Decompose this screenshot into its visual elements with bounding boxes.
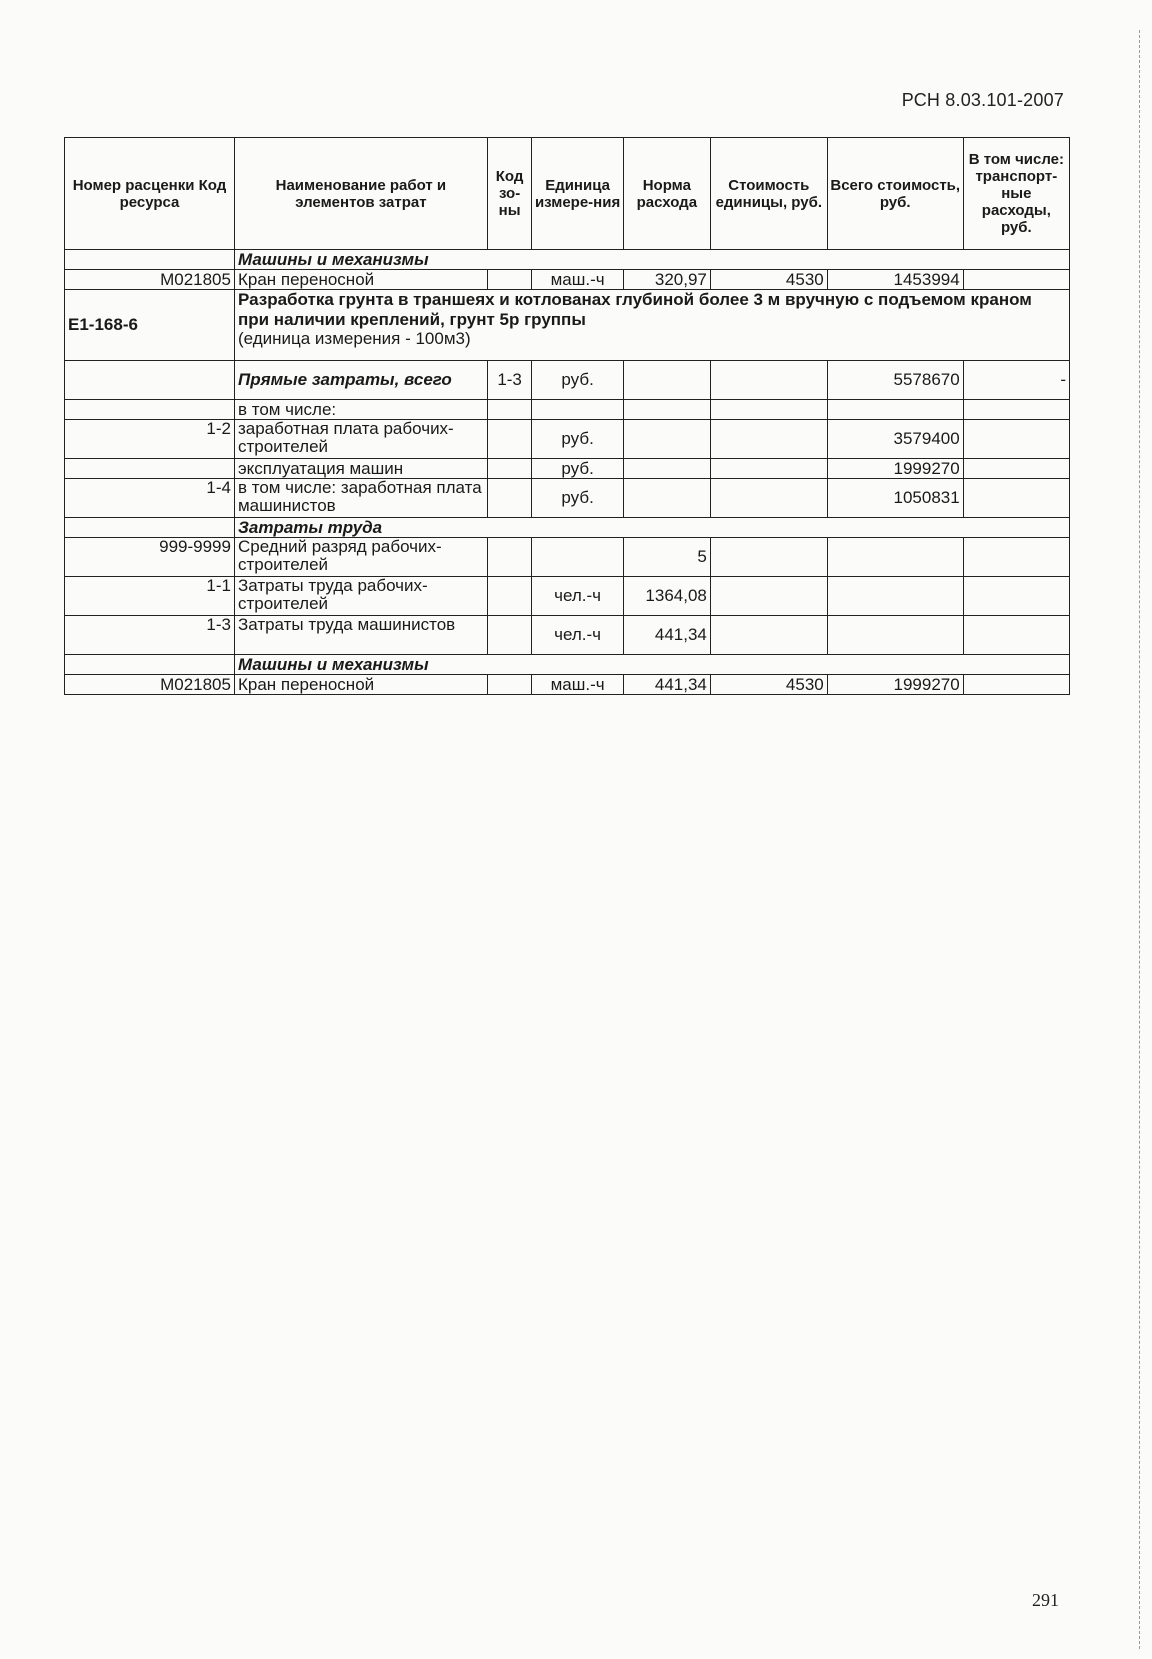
cost-name: эксплуатация машин — [234, 459, 487, 479]
resource-total: 1999270 — [827, 675, 963, 695]
direct-costs-total: 5578670 — [827, 361, 963, 400]
section-row — [65, 518, 1070, 538]
table-row — [65, 616, 1070, 655]
page-number: 291 — [1032, 1590, 1059, 1610]
cost-code: 1-2 — [65, 420, 235, 459]
rate-code: Е1-168-6 — [65, 290, 235, 361]
column-header-code: Номер расценки Код ресурса — [65, 138, 235, 250]
rate-title: Разработка грунта в траншеях и котлованах глубиной более 3 м вручную с подъемом краном при наличии креплений, грунт 5р группы — [237, 290, 1032, 329]
labor-name: Средний разряд рабочих-строителей — [234, 538, 487, 577]
column-header-transport: В том числе: транспорт-ные расходы, руб. — [963, 138, 1069, 250]
labor-name: Затраты труда рабочих-строителей — [234, 577, 487, 616]
labor-norm: 5 — [623, 538, 710, 577]
resource-unit-cost: 4530 — [710, 675, 827, 695]
rate-unit-note: (единица измерения - 100м3) — [237, 329, 471, 348]
resource-code: М021805 — [65, 270, 235, 290]
table-row — [65, 459, 1070, 479]
cost-code — [65, 459, 235, 479]
table-row — [65, 400, 1070, 420]
table-row — [65, 538, 1070, 577]
column-header-unit: Единица измере-ния — [532, 138, 623, 250]
column-header-zone: Код зо-ны — [487, 138, 532, 250]
table-row — [65, 270, 1070, 290]
resource-code: М021805 — [65, 675, 235, 695]
resource-unit: маш.-ч — [532, 675, 623, 695]
resource-name: Кран переносной — [234, 675, 487, 695]
labor-unit: чел.-ч — [532, 616, 623, 655]
table-row — [65, 479, 1070, 518]
cost-name: заработная плата рабочих-строителей — [234, 420, 487, 459]
cost-total: 3579400 — [827, 420, 963, 459]
column-header-unit-cost: Стоимость единицы, руб. — [710, 138, 827, 250]
labor-name: Затраты труда машинистов — [234, 616, 487, 655]
rate-description — [234, 290, 1069, 361]
cost-unit: руб. — [532, 479, 623, 518]
section-row — [65, 655, 1070, 675]
labor-unit: чел.-ч — [532, 577, 623, 616]
labor-code: 1-3 — [65, 616, 235, 655]
resource-norm: 441,34 — [623, 675, 710, 695]
column-header-total: Всего стоимость, руб. — [827, 138, 963, 250]
labor-norm: 441,34 — [623, 616, 710, 655]
direct-costs-transport: - — [963, 361, 1069, 400]
labor-code: 1-1 — [65, 577, 235, 616]
resource-unit: маш.-ч — [532, 270, 623, 290]
cost-unit: руб. — [532, 420, 623, 459]
table-row — [65, 675, 1070, 695]
table-row — [65, 420, 1070, 459]
page-edge-line — [1138, 30, 1140, 1649]
labor-unit — [532, 538, 623, 577]
direct-costs-label: Прямые затраты, всего — [234, 361, 487, 400]
column-header-norm: Норма расхода — [623, 138, 710, 250]
resource-total: 1453994 — [827, 270, 963, 290]
cost-total: 1999270 — [827, 459, 963, 479]
direct-costs-row — [65, 361, 1070, 400]
resource-norm: 320,97 — [623, 270, 710, 290]
rates-table — [64, 137, 1070, 695]
section-title: Машины и механизмы — [234, 250, 1069, 270]
direct-costs-unit: руб. — [532, 361, 623, 400]
table-row — [65, 577, 1070, 616]
section-title: Машины и механизмы — [234, 655, 1069, 675]
resource-unit-cost: 4530 — [710, 270, 827, 290]
section-title: Затраты труда — [234, 518, 1069, 538]
cost-unit: руб. — [532, 459, 623, 479]
labor-norm: 1364,08 — [623, 577, 710, 616]
section-row — [65, 250, 1070, 270]
table-header-row — [65, 138, 1070, 250]
cost-name: в том числе: заработная плата машинистов — [234, 479, 487, 518]
cost-total: 1050831 — [827, 479, 963, 518]
cost-code: 1-4 — [65, 479, 235, 518]
direct-costs-zone: 1-3 — [487, 361, 532, 400]
resource-name: Кран переносной — [234, 270, 487, 290]
including-label: в том числе: — [234, 400, 487, 420]
labor-code: 999-9999 — [65, 538, 235, 577]
document-code: РСН 8.03.101-2007 — [901, 90, 1064, 110]
rate-row — [65, 290, 1070, 361]
column-header-name: Наименование работ и элементов затрат — [234, 138, 487, 250]
